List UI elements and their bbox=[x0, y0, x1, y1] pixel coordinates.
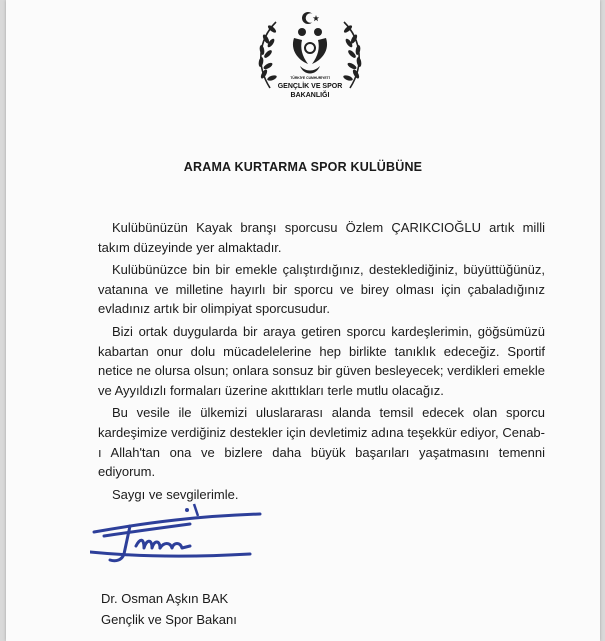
letter-page bbox=[6, 0, 600, 641]
ministry-small-label: TÜRKİYE CUMHURİYETİ bbox=[290, 76, 330, 80]
ministry-name-line1: GENÇLİK VE SPOR bbox=[277, 83, 343, 90]
paragraph-3: Bizi ortak duygularda bir araya getiren sporcu kardeşlerimin, göğsümüzü kabartan onur dolu mücadelelerine hep birlikte tanıklık edeceğiz. Sportif netice ne olursa olsun; onlara sonsuz bir güven besleyecek; verdikleri emekle ve Ayyıldızlı formaları üzerine akıttıkları terle mutlu olacağız. bbox=[98, 323, 545, 398]
paragraph-closing: Saygı ve sevgilerimle. bbox=[112, 486, 239, 502]
signer-title: Gençlik ve Spor Bakanı bbox=[101, 612, 237, 627]
paragraph-1: Kulübünüzün Kayak branşı sporcusu Özlem ÇARIKCIOĞLU artık milli takım düzeyinde yer almaktadır. bbox=[98, 220, 545, 255]
ministry-logo bbox=[250, 8, 370, 112]
letter-body bbox=[98, 218, 545, 507]
ministry-name-line2: BAKANLIĞI bbox=[290, 92, 330, 99]
signer-name: Dr. Osman Aşkın BAK bbox=[101, 591, 229, 606]
handwritten-signature bbox=[90, 502, 280, 572]
letter-heading: ARAMA KURTARMA SPOR KULÜBÜNE bbox=[183, 160, 423, 174]
paragraph-2: Kulübünüzce bin bir emekle çalıştırdığınız, desteklediğiniz, büyüttüğünüz, vatanına ve milletine hayırlı bir sporcu ve birey olması için çabaladığınız evladınız artık bir olimpiyat sporcusudur. bbox=[98, 262, 545, 317]
paragraph-4: Bu vesile ile ülkemizi uluslararası alanda temsil edecek olan sporcu kardeşimize verdiğiniz destekler için devletimiz adına teşekkür ediyor, Cenab-ı Allah'tan ona ve bizlere daha büyük başarıları yaşatmasını temenni ediyorum. bbox=[98, 405, 545, 480]
